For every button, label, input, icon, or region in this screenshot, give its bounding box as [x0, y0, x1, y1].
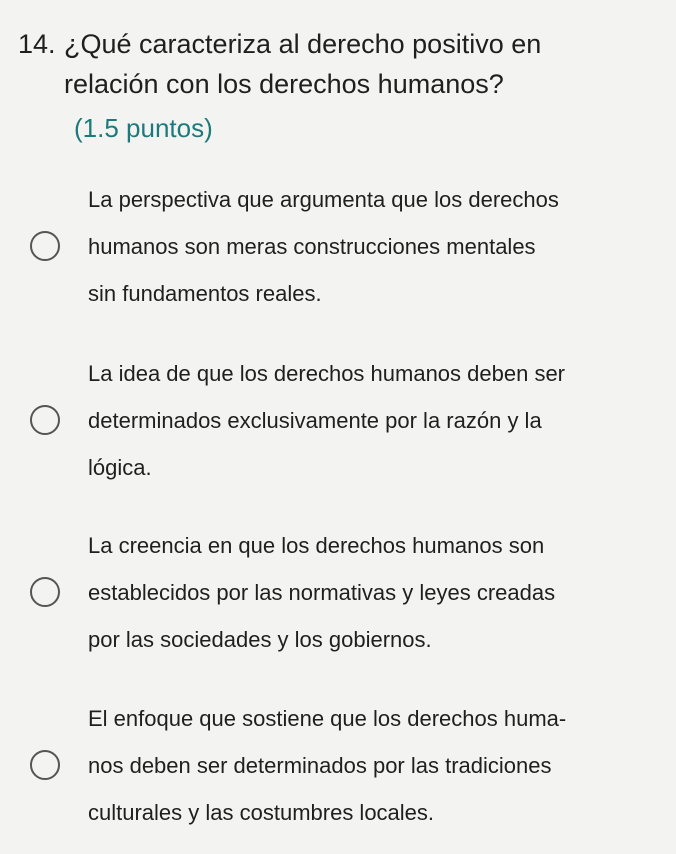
radio-button-icon[interactable]	[30, 577, 60, 607]
option-a-line-2: humanos son meras construcciones mentales	[88, 234, 536, 259]
option-c-line-2: establecidos por las normativas y leyes creadas	[88, 580, 556, 605]
answer-option-a[interactable]	[30, 176, 660, 311]
question-text-line-1: ¿Qué caracteriza al derecho positivo en	[64, 29, 542, 59]
answer-option-b[interactable]	[30, 350, 660, 485]
option-a-line-1: La perspectiva que argumenta que los derechos	[88, 187, 559, 212]
answer-option-c[interactable]	[30, 522, 660, 657]
answer-option-d[interactable]	[30, 695, 660, 830]
option-b-line-2: determinados exclusivamente por la razón y la	[88, 408, 542, 433]
question-prompt	[18, 24, 658, 104]
question-number: 14.	[18, 29, 56, 59]
option-b-line-3: lógica.	[88, 455, 152, 480]
option-d-line-1: El enfoque que sostiene que los derechos huma-	[88, 706, 567, 731]
option-d-text	[88, 695, 668, 836]
option-c-line-1: La creencia en que los derechos humanos son	[88, 533, 545, 558]
question-text-line-2: relación con los derechos humanos?	[64, 69, 504, 99]
radio-button-icon[interactable]	[30, 750, 60, 780]
option-d-line-2: nos deben ser determinados por las tradiciones	[88, 753, 552, 778]
radio-button-icon[interactable]	[30, 405, 60, 435]
option-a-text	[88, 176, 668, 317]
option-a-line-3: sin fundamentos reales.	[88, 281, 322, 306]
option-d-line-3: culturales y las costumbres locales.	[88, 800, 435, 825]
radio-button-icon[interactable]	[30, 231, 60, 261]
question-points: (1.5 puntos)	[74, 113, 213, 143]
option-c-line-3: por las sociedades y los gobiernos.	[88, 627, 432, 652]
option-c-text	[88, 522, 668, 663]
question-line-1	[18, 24, 658, 64]
option-b-text	[88, 350, 668, 491]
option-b-line-1: La idea de que los derechos humanos deben ser	[88, 361, 566, 386]
